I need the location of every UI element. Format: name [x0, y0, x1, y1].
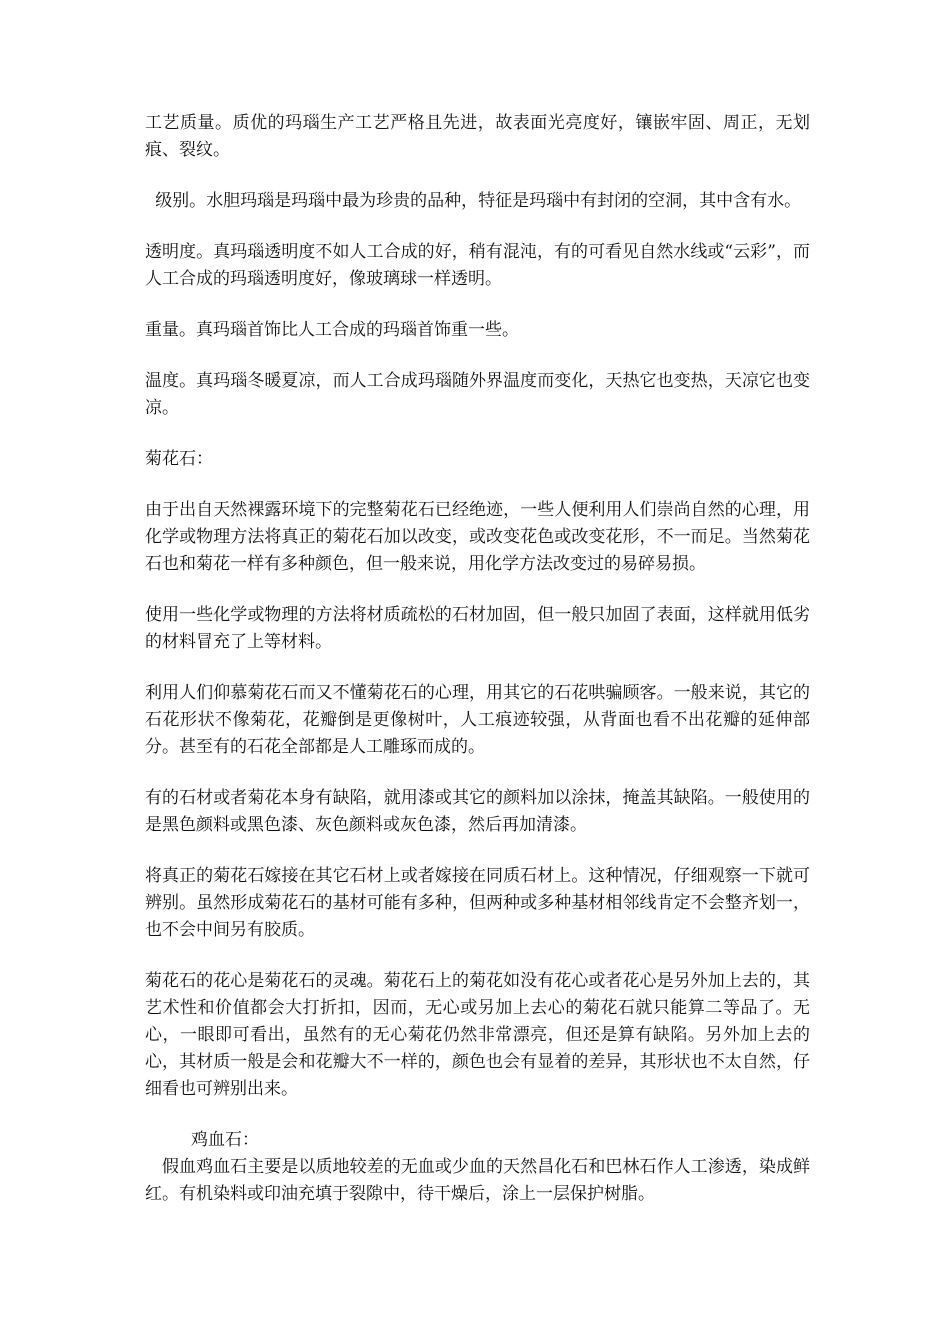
paragraph-grade: 级别。水胆玛瑙是玛瑙中最为珍贵的品种，特征是玛瑙中有封闭的空洞，其中含有水。	[155, 191, 802, 211]
paragraph-craft-quality: 工艺质量。质优的玛瑙生产工艺严格且先进，故表面光亮度好，镶嵌牢固、周正，无划痕、裂纹。	[145, 113, 810, 160]
paragraph-grafting: 将真正的菊花石嫁接在其它石材上或者嫁接在同质石材上。这种情况，仔细观察一下就可辨别。虽然形成菊花石的基材可能有多种，但两种或多种基材相邻线肯定不会整齐划一，也不会中间另有胶质。	[145, 866, 810, 940]
paragraph-temperature: 温度。真玛瑙冬暖夏凉，而人工合成玛瑙随外界温度而变化，天热它也变热，天凉它也变凉。	[145, 371, 810, 418]
section-heading-chrysanthemum-stone: 菊花石：	[145, 449, 213, 469]
section-heading-bloodstone: 鸡血石：	[191, 1130, 259, 1150]
paragraph-flower-core: 菊花石的花心是菊花石的灵魂。菊花石上的菊花如没有花心或者花心是另外加上去的，其艺术性和价值都会大打折扣，因而，无心或另加上去心的菊花石就只能算二等品了。无心，一眼即可看出，虽然有的无心菊花仍然非常漂亮，但还是算有缺陷。另外加上去的心，其材质一般是会和花瓣大不一样的，颜色也会有显着的差异，其形状也不太自然，仔细看也可辨别出来。	[145, 971, 810, 1099]
paragraph-fake-stone-flowers: 利用人们仰慕菊花石而又不懂菊花石的心理，用其它的石花哄骗顾客。一般来说，其它的石花形状不像菊花，花瓣倒是更像树叶，人工痕迹较强，从背面也看不出花瓣的延伸部分。甚至有的石花全部都是人工雕琢而成的。	[145, 683, 810, 757]
document-page	[145, 110, 810, 1208]
paragraph-paint-cover: 有的石材或者菊花本身有缺陷，就用漆或其它的颜料加以涂抹，掩盖其缺陷。一般使用的是黑色颜料或黑色漆、灰色颜料或灰色漆，然后再加清漆。	[145, 788, 810, 835]
paragraph-reinforcement: 使用一些化学或物理的方法将材质疏松的石材加固，但一般只加固了表面，这样就用低劣的材料冒充了上等材料。	[145, 605, 810, 652]
paragraph-transparency: 透明度。真玛瑙透明度不如人工合成的好，稍有混沌，有的可看见自然水线或“云彩”，而人工合成的玛瑙透明度好，像玻璃球一样透明。	[145, 242, 810, 289]
paragraph-chrysanthemum-intro: 由于出自天然裸露环境下的完整菊花石已经绝迹，一些人便利用人们崇尚自然的心理，用化学或物理方法将真正的菊花石加以改变，或改变花色或改变花形，不一而足。当然菊花石也和菊花一样有多种颜色，但一般来说，用化学方法改变过的易碎易损。	[145, 500, 810, 574]
paragraph-fake-bloodstone: 假血鸡血石主要是以质地较差的无血或少血的天然昌化石和巴林石作人工渗透，染成鲜红。有机染料或印油充填于裂隙中，待干燥后，涂上一层保护树脂。	[145, 1157, 810, 1204]
paragraph-weight: 重量。真玛瑙首饰比人工合成的玛瑙首饰重一些。	[145, 320, 519, 340]
